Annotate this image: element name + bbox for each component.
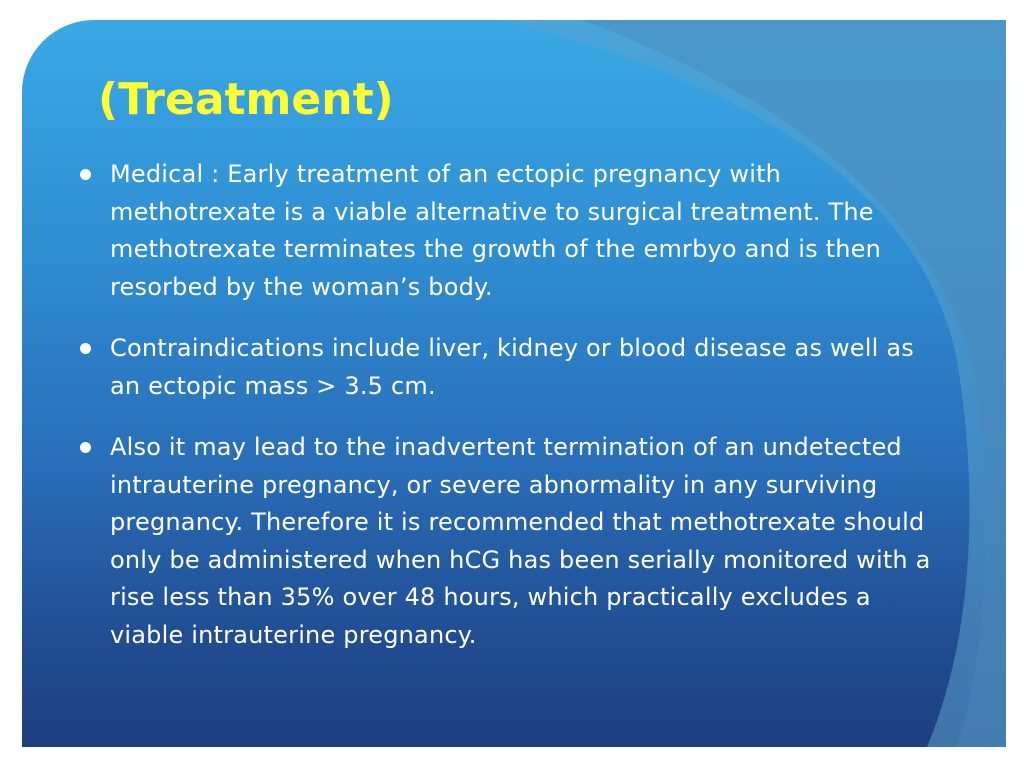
bullet-icon — [80, 442, 91, 453]
bullet-text: Also it may lead to the inadvertent termination of an undetected intrauterine pregnancy, or severe abnormality in any surviving pregnancy. Therefore it is recommended that methotrexate should only be administered when hCG has been serially monitored with a rise less than 35% over 48 hours, which practically excludes a viable intrauterine pregnancy. — [110, 433, 931, 649]
bullet-text: Medical : Early treatment of an ectopic pregnancy with methotrexate is a viable alternative to surgical treatment. The methotrexate terminates the growth of the emrbyo and is then resorbed by the woman’s body. — [110, 160, 882, 301]
bullet-item — [72, 156, 952, 306]
bullet-item — [72, 429, 952, 654]
bullet-icon — [80, 343, 91, 354]
slide — [22, 20, 1006, 747]
bullet-text: Contraindications include liver, kidney or blood disease as well as an ectopic mass > 3.5 cm. — [110, 334, 914, 400]
bullet-icon — [80, 169, 91, 180]
slide-title: (Treatment) — [98, 74, 394, 125]
bullet-item — [72, 330, 952, 405]
bullet-list — [72, 156, 952, 678]
slide-content — [22, 20, 1006, 747]
